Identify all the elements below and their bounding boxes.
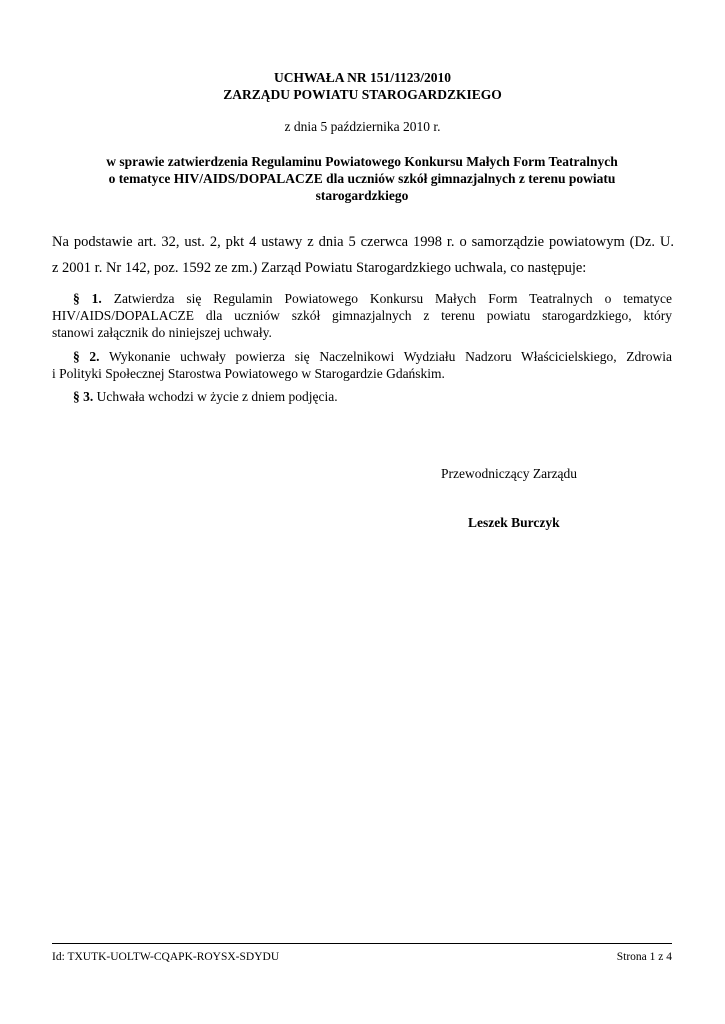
signatory-name: Leszek Burczyk <box>468 515 560 530</box>
subject-line-1: w sprawie zatwierdzenia Regulaminu Powiatowego Konkursu Małych Form Teatralnych <box>106 154 618 169</box>
paragraph-2-marker: § 2. <box>73 349 100 364</box>
signatory-role: Przewodniczący Zarządu <box>441 466 578 481</box>
paragraph-3-text-1: Uchwała wchodzi w życie z dniem podjęcia. <box>93 389 338 404</box>
subject-line-2: o tematyce HIV/AIDS/DOPALACZE dla uczniów szkół gimnazjalnych z terenu powiatu <box>108 171 616 186</box>
paragraph-1 <box>52 290 672 341</box>
paragraph-1-line-3: stanowi załącznik do niniejszej uchwały. <box>52 325 272 340</box>
paragraph-2-text-1: Wykonanie uchwały powierza się Naczelnikowi Wydziału Nadzoru Właścicielskiego, Zdrowia <box>99 349 673 364</box>
page-number: Strona 1 z 4 <box>616 951 672 963</box>
paragraph-1-line-2: HIV/AIDS/DOPALACZE dla uczniów szkół gimnazjalnych z terenu powiatu starogardzkiego, który <box>52 308 672 323</box>
paragraph-3-line-1 <box>52 388 672 405</box>
paragraph-2 <box>52 348 672 382</box>
paragraph-2-line-1 <box>52 348 672 365</box>
paragraph-1-marker: § 1. <box>73 291 102 306</box>
document-id: Id: TXUTK-UOLTW-CQAPK-ROYSX-SDYDU <box>52 951 280 963</box>
paragraph-3 <box>52 388 672 405</box>
paragraph-3-marker: § 3. <box>73 389 94 404</box>
subject-line-3: starogardzkiego <box>315 188 409 203</box>
paragraph-2-line-2: i Polityki Społecznej Starostwa Powiatowego w Starogardzie Gdańskim. <box>52 366 445 381</box>
legal-basis-line-2: z 2001 r. Nr 142, poz. 1592 ze zm.) Zarząd Powiatu Starogardzkiego uchwala, co następuje: <box>52 260 587 276</box>
paragraph-1-text-1: Zatwierdza się Regulamin Powiatowego Konkursu Małych Form Teatralnych o tematyce <box>101 291 672 306</box>
legal-basis-line-1: Na podstawie art. 32, ust. 2, pkt 4 ustawy z dnia 5 czerwca 1998 r. o samorządzie powiatowym (Dz. U. <box>52 234 674 250</box>
resolution-number: UCHWAŁA NR 151/1123/2010 <box>273 70 452 85</box>
footer-divider <box>52 943 672 944</box>
paragraph-1-line-1 <box>52 290 672 307</box>
issuing-authority: ZARZĄDU POWIATU STAROGARDZKIEGO <box>223 87 502 102</box>
resolution-date: z dnia 5 października 2010 r. <box>284 119 441 134</box>
